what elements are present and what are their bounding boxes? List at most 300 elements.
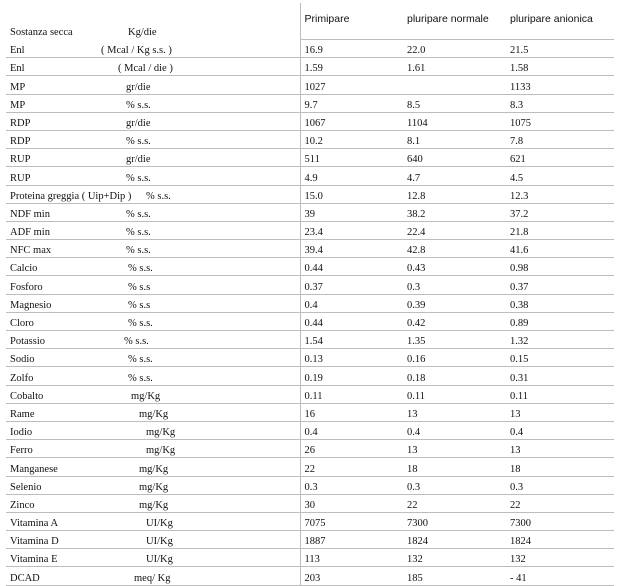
row-name: MP (10, 99, 26, 111)
value-cell (506, 276, 614, 294)
cell-value: 12.3 (510, 190, 529, 202)
cell-value: 1.32 (510, 336, 529, 348)
cell-value: 203 (304, 572, 321, 584)
cell-value: 0.44 (304, 263, 323, 275)
row-name: Ferro (10, 445, 33, 457)
cell-value: 0.11 (510, 390, 528, 402)
row-label-cell (6, 549, 300, 567)
row-unit: % s.s (128, 281, 151, 293)
row-unit: % s.s (128, 299, 151, 311)
cell-value: 21.5 (510, 45, 529, 57)
row-label-cell (6, 385, 300, 403)
value-cell (506, 40, 614, 58)
row-label-cell (6, 403, 300, 421)
value-cell (300, 294, 403, 312)
cell-value: 16 (304, 408, 315, 420)
cell-value: 13 (510, 445, 521, 457)
cell-value: 26 (304, 445, 315, 457)
cell-value: 22 (304, 463, 315, 475)
column-header-label: pluripare anionica (510, 13, 593, 25)
value-cell (300, 512, 403, 530)
table-row (6, 531, 614, 549)
cell-value: 0.37 (510, 281, 529, 293)
table-row (6, 294, 614, 312)
value-cell (403, 258, 506, 276)
row-label-cell (6, 440, 300, 458)
value-cell (506, 112, 614, 130)
value-cell (403, 331, 506, 349)
nutrient-table (6, 3, 614, 586)
value-cell (300, 76, 403, 94)
value-cell (300, 149, 403, 167)
value-cell (506, 385, 614, 403)
cell-value: 1.54 (304, 336, 323, 348)
cell-value: 7.8 (510, 136, 524, 148)
value-cell (403, 458, 506, 476)
cell-value: 42.8 (407, 245, 426, 257)
value-cell (506, 531, 614, 549)
value-cell (300, 549, 403, 567)
row-unit: mg/Kg (139, 499, 169, 511)
column-header-label: Primipare (304, 13, 350, 25)
row-unit: meq/ Kg (134, 572, 171, 584)
row-label-cell (6, 112, 300, 130)
value-cell (300, 331, 403, 349)
cell-value: 12.8 (407, 190, 426, 202)
row-unit: % s.s. (126, 136, 151, 148)
row-label-cell (6, 221, 300, 239)
table-row (6, 549, 614, 567)
row-name: Vitamina A (10, 518, 59, 530)
cell-value: - 41 (510, 572, 527, 584)
value-cell (403, 40, 506, 58)
cell-value: 0.3 (304, 481, 318, 493)
row-label-cell (6, 421, 300, 439)
row-unit: % s.s. (146, 190, 171, 202)
row-label-cell (6, 258, 300, 276)
value-cell (403, 531, 506, 549)
cell-value: 1.58 (510, 63, 529, 75)
cell-value: 0.4 (304, 427, 318, 439)
nutrient-table-sheet (6, 3, 614, 586)
value-cell (506, 240, 614, 258)
value-cell (506, 421, 614, 439)
value-cell (506, 458, 614, 476)
value-cell (506, 221, 614, 239)
table-row (6, 331, 614, 349)
cell-value: 0.4 (510, 427, 524, 439)
value-cell (300, 349, 403, 367)
row-name: RDP (10, 117, 31, 129)
row-unit: UI/Kg (146, 536, 173, 548)
cell-value: 16.9 (304, 45, 323, 57)
value-cell (506, 149, 614, 167)
cell-value: 0.31 (510, 372, 529, 384)
table-row (6, 458, 614, 476)
row-name: DCAD (10, 572, 40, 584)
value-cell (403, 494, 506, 512)
value-cell (300, 203, 403, 221)
value-cell (506, 403, 614, 421)
row-unit: mg/Kg (131, 390, 161, 402)
value-cell (300, 367, 403, 385)
header-unit: Kg/die (128, 26, 157, 38)
row-unit: % s.s. (128, 372, 153, 384)
value-cell (506, 331, 614, 349)
table-row (6, 40, 614, 58)
cell-value: 22.4 (407, 227, 426, 239)
row-name: NFC max (10, 245, 52, 257)
cell-value: 4.7 (407, 172, 421, 184)
table-row (6, 130, 614, 148)
value-cell (403, 294, 506, 312)
value-cell (403, 185, 506, 203)
cell-value: 0.3 (510, 481, 524, 493)
cell-value: 22.0 (407, 45, 426, 57)
table-row (6, 567, 614, 585)
cell-value: 18 (407, 463, 418, 475)
table-row (6, 367, 614, 385)
row-name: RUP (10, 172, 31, 184)
cell-value: 0.3 (407, 481, 421, 493)
row-name: Enl (10, 45, 25, 57)
row-name: MP (10, 81, 26, 93)
value-cell (403, 112, 506, 130)
value-cell (403, 421, 506, 439)
cell-value: 8.1 (407, 136, 421, 148)
value-cell (506, 512, 614, 530)
value-cell (300, 40, 403, 58)
cell-value: 0.37 (304, 281, 323, 293)
row-name: Iodio (10, 427, 33, 439)
cell-value: 9.7 (304, 99, 318, 111)
cell-value: 7300 (407, 518, 428, 530)
row-label-cell (6, 167, 300, 185)
row-name: Manganese (10, 463, 58, 475)
cell-value: 0.3 (407, 281, 421, 293)
row-unit: % s.s. (128, 354, 153, 366)
row-unit: mg/Kg (139, 463, 169, 475)
cell-value: 0.39 (407, 299, 426, 311)
table-row (6, 349, 614, 367)
table-row (6, 221, 614, 239)
value-cell (506, 567, 614, 585)
row-unit: gr/die (126, 81, 151, 93)
row-name: Cloro (10, 318, 34, 329)
cell-value: 8.3 (510, 99, 524, 111)
value-cell (300, 458, 403, 476)
value-cell (403, 221, 506, 239)
value-cell (506, 312, 614, 330)
value-cell (403, 149, 506, 167)
table-row (6, 312, 614, 330)
cell-value: 1.61 (407, 63, 426, 75)
cell-value: 21.8 (510, 227, 529, 239)
row-unit: gr/die (126, 117, 151, 129)
cell-value: 38.2 (407, 208, 426, 220)
table-row (6, 512, 614, 530)
value-cell (506, 349, 614, 367)
cell-value: 0.15 (510, 354, 529, 366)
row-unit: mg/Kg (146, 427, 176, 439)
row-label-cell (6, 185, 300, 203)
table-row (6, 167, 614, 185)
value-cell (506, 130, 614, 148)
cell-value: 1027 (304, 81, 326, 93)
row-label-cell (6, 94, 300, 112)
row-name: Zinco (10, 499, 35, 511)
row-unit: % s.s. (126, 208, 151, 220)
value-cell (403, 167, 506, 185)
cell-value: 1133 (510, 81, 531, 93)
table-row (6, 258, 614, 276)
row-name: ADF min (10, 227, 50, 239)
table-row (6, 403, 614, 421)
value-cell (300, 58, 403, 76)
value-cell (403, 349, 506, 367)
row-unit: % s.s. (128, 263, 153, 275)
value-cell (403, 130, 506, 148)
row-name: Proteina greggia ( Uip+Dip ) (10, 190, 132, 202)
cell-value: 10.2 (304, 136, 323, 148)
value-cell (506, 167, 614, 185)
value-cell (300, 185, 403, 203)
value-cell (506, 203, 614, 221)
cell-value: 1.59 (304, 63, 323, 75)
cell-value: 0.38 (510, 299, 529, 311)
row-name: RDP (10, 136, 31, 148)
row-name: Potassio (10, 336, 46, 348)
value-cell (506, 476, 614, 494)
row-unit: UI/Kg (146, 554, 173, 566)
value-cell (403, 385, 506, 403)
table-row (6, 276, 614, 294)
value-cell (300, 567, 403, 585)
row-label-cell (6, 312, 300, 330)
value-cell (403, 94, 506, 112)
row-label-cell (6, 40, 300, 58)
cell-value: 13 (407, 445, 418, 457)
value-cell (506, 440, 614, 458)
cell-value: 1824 (407, 536, 428, 548)
row-label-cell (6, 331, 300, 349)
row-name: RUP (10, 154, 31, 166)
cell-value: 0.16 (407, 354, 426, 366)
value-cell (403, 312, 506, 330)
cell-value: 1887 (304, 536, 326, 548)
value-cell (300, 112, 403, 130)
table-row (6, 76, 614, 94)
cell-value: 22 (407, 499, 418, 511)
row-label-cell (6, 494, 300, 512)
table-row (6, 476, 614, 494)
value-cell (300, 240, 403, 258)
cell-value: 0.4 (407, 427, 421, 439)
value-cell (300, 312, 403, 330)
column-header-pluripare-anionica (506, 3, 614, 40)
cell-value: 1067 (304, 117, 326, 129)
cell-value: 1824 (510, 536, 531, 548)
header-row (6, 3, 614, 40)
cell-value: 0.43 (407, 263, 426, 275)
column-header-label: pluripare normale (407, 13, 489, 25)
value-cell (300, 494, 403, 512)
cell-value: 511 (304, 154, 320, 166)
row-unit: % s.s. (126, 99, 151, 111)
value-cell (403, 276, 506, 294)
row-unit: % s.s. (126, 172, 151, 184)
cell-value: 22 (510, 499, 521, 511)
value-cell (506, 294, 614, 312)
cell-value: 39 (304, 208, 315, 220)
value-cell (300, 385, 403, 403)
row-label-cell (6, 458, 300, 476)
value-cell (506, 258, 614, 276)
value-cell (403, 58, 506, 76)
cell-value: 0.13 (304, 354, 323, 366)
cell-value: 4.9 (304, 172, 318, 184)
row-label-cell (6, 512, 300, 530)
cell-value: 0.11 (304, 390, 323, 402)
cell-value: 0.19 (304, 372, 323, 384)
row-name: Calcio (10, 263, 38, 275)
cell-value: 0.98 (510, 263, 529, 275)
row-label-cell (6, 531, 300, 549)
value-cell (403, 549, 506, 567)
row-label-cell (6, 149, 300, 167)
cell-value: 0.11 (407, 390, 425, 402)
row-unit: ( Mcal / die ) (118, 63, 173, 75)
value-cell (403, 76, 506, 94)
row-unit: mg/Kg (146, 445, 176, 457)
cell-value: 1104 (407, 117, 428, 129)
table-row (6, 58, 614, 76)
column-header-primipare (300, 3, 403, 40)
row-label-cell (6, 276, 300, 294)
row-name: Magnesio (10, 299, 52, 311)
cell-value: 132 (407, 554, 423, 566)
value-cell (403, 512, 506, 530)
row-name: Sodio (10, 354, 35, 366)
value-cell (506, 94, 614, 112)
table-row (6, 494, 614, 512)
value-cell (300, 421, 403, 439)
row-label-cell (6, 367, 300, 385)
cell-value: 13 (510, 408, 521, 420)
row-label-cell (6, 476, 300, 494)
cell-value: 185 (407, 572, 423, 584)
cell-value: 113 (304, 554, 320, 566)
cell-value: 0.18 (407, 372, 426, 384)
row-unit: % s.s. (126, 227, 151, 239)
value-cell (300, 221, 403, 239)
row-name: Vitamina E (10, 554, 58, 566)
row-name: Zolfo (10, 372, 34, 384)
row-unit: mg/Kg (139, 481, 169, 493)
cell-value: 0.44 (304, 318, 323, 329)
value-cell (300, 130, 403, 148)
cell-value: 37.2 (510, 208, 529, 220)
cell-value: 132 (510, 554, 526, 566)
header-label-cell (6, 3, 300, 40)
row-label-cell (6, 203, 300, 221)
value-cell (506, 58, 614, 76)
value-cell (403, 240, 506, 258)
cell-value: 4.5 (510, 172, 524, 184)
value-cell (403, 367, 506, 385)
cell-value: 23.4 (304, 227, 323, 239)
row-name: Vitamina D (10, 536, 59, 548)
cell-value: 1.35 (407, 336, 426, 348)
cell-value: 8.5 (407, 99, 421, 111)
row-name: Fosforo (10, 281, 43, 293)
value-cell (300, 531, 403, 549)
value-cell (300, 276, 403, 294)
table-row (6, 112, 614, 130)
value-cell (506, 367, 614, 385)
table-row (6, 240, 614, 258)
value-cell (300, 94, 403, 112)
row-label-cell (6, 349, 300, 367)
value-cell (506, 76, 614, 94)
row-label-cell (6, 58, 300, 76)
cell-value: 0.89 (510, 318, 529, 329)
table-row (6, 385, 614, 403)
table-row (6, 203, 614, 221)
table-row (6, 94, 614, 112)
cell-value: 30 (304, 499, 315, 511)
value-cell (403, 567, 506, 585)
value-cell (403, 476, 506, 494)
header-label: Sostanza secca (10, 26, 73, 38)
table-row (6, 440, 614, 458)
cell-value: 621 (510, 154, 526, 166)
value-cell (300, 403, 403, 421)
row-label-cell (6, 76, 300, 94)
table-row (6, 421, 614, 439)
row-unit: gr/die (126, 154, 151, 166)
value-cell (300, 476, 403, 494)
column-header-pluripare-normale (403, 3, 506, 40)
row-name: NDF min (10, 208, 50, 220)
row-unit: UI/Kg (146, 518, 173, 530)
cell-value: 41.6 (510, 245, 529, 257)
cell-value: 7300 (510, 518, 531, 530)
row-label-cell (6, 567, 300, 585)
cell-value: 13 (407, 408, 418, 420)
table-row (6, 185, 614, 203)
value-cell (403, 203, 506, 221)
value-cell (403, 403, 506, 421)
row-name: Cobalto (10, 390, 44, 402)
row-unit: mg/Kg (139, 408, 169, 420)
row-name: Rame (10, 408, 35, 420)
value-cell (403, 440, 506, 458)
cell-value: 15.0 (304, 190, 323, 202)
row-label-cell (6, 294, 300, 312)
row-unit: ( Mcal / Kg s.s. ) (101, 45, 172, 57)
cell-value: 640 (407, 154, 423, 166)
row-name: Selenio (10, 481, 42, 493)
cell-value: 18 (510, 463, 521, 475)
value-cell (506, 494, 614, 512)
value-cell (300, 167, 403, 185)
row-label-cell (6, 240, 300, 258)
value-cell (506, 549, 614, 567)
row-label-cell (6, 130, 300, 148)
cell-value: 39.4 (304, 245, 323, 257)
row-unit: % s.s. (128, 318, 153, 329)
